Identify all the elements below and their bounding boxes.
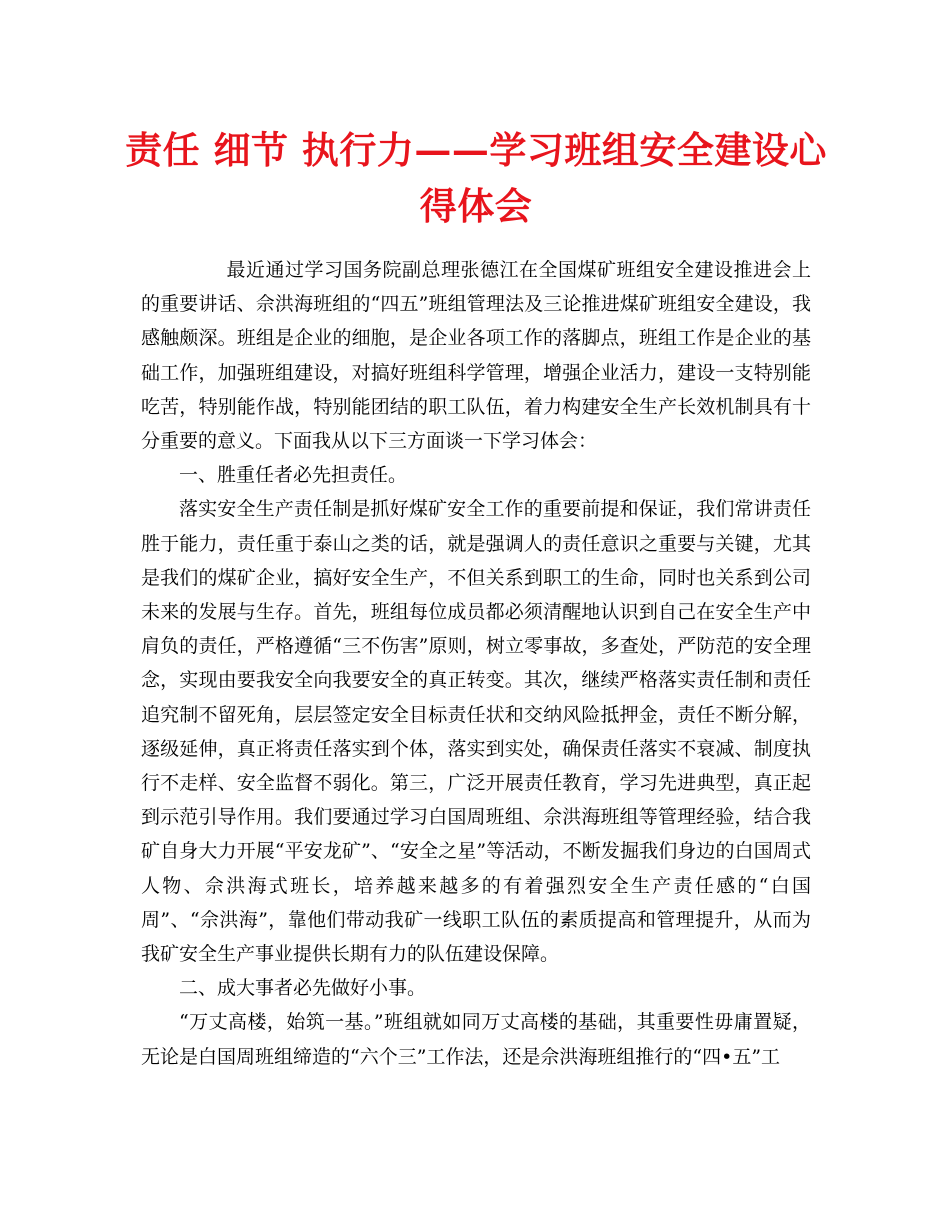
- section-heading-2: 二、成大事者必先做好小事。: [179, 977, 427, 1000]
- title-line-2: 得体会: [419, 184, 533, 228]
- paragraph-details: “万丈高楼，始筑一基。”班组就如同万丈高楼的基础，其重要性毋庸置疑，无论是白国周班组缔造的“六个三”工作法，还是佘洪海班组推行的“四•五”工: [141, 1011, 811, 1068]
- document-body: [141, 253, 811, 1074]
- paragraph-intro: 最近通过学习国务院副总理张德江在全国煤矿班组安全建设推进会上的重要讲话、佘洪海班组的“四五”班组管理法及三论推进煤矿班组安全建设，我感触颇深。班组是企业的细胞，是企业各项工作的落脚点，班组工作是企业的基础工作，加强班组建设，对搞好班组科学管理，增强企业活力，建设一支特别能吃苦，特别能作战，特别能团结的职工队伍，着力构建安全生产长效机制具有十分重要的意义。下面我从以下三方面谈一下学习体会：: [141, 259, 811, 453]
- section-heading-1: 一、胜重任者必先担责任。: [179, 464, 408, 487]
- paragraph-responsibility: 落实安全生产责任制是抓好煤矿安全工作的重要前提和保证，我们常讲责任胜于能力，责任重于泰山之类的话，就是强调人的责任意识之重要与关键，尤其是我们的煤矿企业，搞好安全生产，不但关系到职工的生命，同时也关系到公司未来的发展与生存。首先，班组每位成员都必须清醒地认识到自己在安全生产中肩负的责任，严格遵循“三不伤害”原则，树立零事故，多查处，严防范的安全理念，实现由要我安全向我要安全的真正转变。其次，继续严格落实责任制和责任追究制不留死角，层层签定安全目标责任状和交纳风险抵押金，责任不断分解，逐级延伸，真正将责任落实到个体，落实到实处，确保责任落实不衰减、制度执行不走样、安全监督不弱化。第三，广泛开展责任教育，学习先进典型，真正起到示范引导作用。我们要通过学习白国周班组、佘洪海班组等管理经验，结合我矿自身大力开展“平安龙矿”、“安全之星”等活动，不断发掘我们身边的白国周式人物、佘洪海式班长，培养越来越多的有着强烈安全生产责任感的“白国周”、“佘洪海”，靠他们带动我矿一线职工队伍的素质提高和管理提升，从而为我矿安全生产事业提供长期有力的队伍建设保障。: [141, 498, 811, 966]
- title-line-1: 责任 细节 执行力——学习班组安全建设心: [125, 128, 827, 172]
- document-title: [120, 122, 832, 234]
